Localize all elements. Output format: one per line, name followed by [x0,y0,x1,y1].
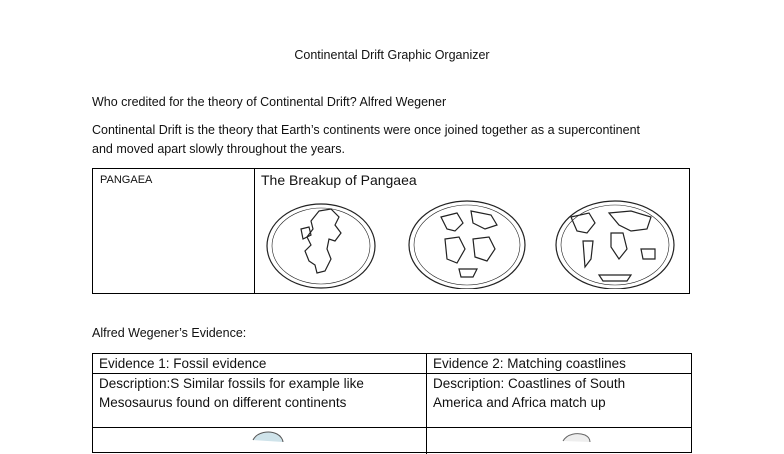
breakup-of-pangaea-figure [259,189,689,289]
evidence-1-description-line-1: Description:S Similar fossils for example like [99,376,364,391]
figure-title: The Breakup of Pangaea [261,172,417,188]
evidence-row-divider [93,373,691,374]
evidence-heading: Alfred Wegener’s Evidence: [92,326,247,340]
evidence-1-title: Evidence 1: Fossil evidence [99,356,267,371]
pangaea-table [92,168,690,294]
table-divider [254,169,255,293]
evidence-2-title: Evidence 2: Matching coastlines [433,356,626,371]
pangaea-globe [267,204,375,288]
evidence-table [92,353,692,453]
modern-globe [556,201,674,289]
evidence-2-description-line-1: Description: Coastlines of South [433,376,626,391]
definition-line-1: Continental Drift is the theory that Earth’s continents were once joined together as a supercontinent [92,123,641,137]
evidence-2-description-line-2: America and Africa match up [433,395,606,410]
page-title: Continental Drift Graphic Organizer [294,48,490,62]
definition-line-2: and moved apart slowly throughout the years. [92,142,345,156]
evidence-1-description-line-2: Mesosaurus found on different continents [99,395,347,410]
pangaea-label: PANGAEA [100,174,153,186]
question-line: Who credited for the theory of Continental Drift? Alfred Wegener [92,95,447,109]
breakup-globe [409,201,525,289]
evidence-illustrations [93,428,691,442]
